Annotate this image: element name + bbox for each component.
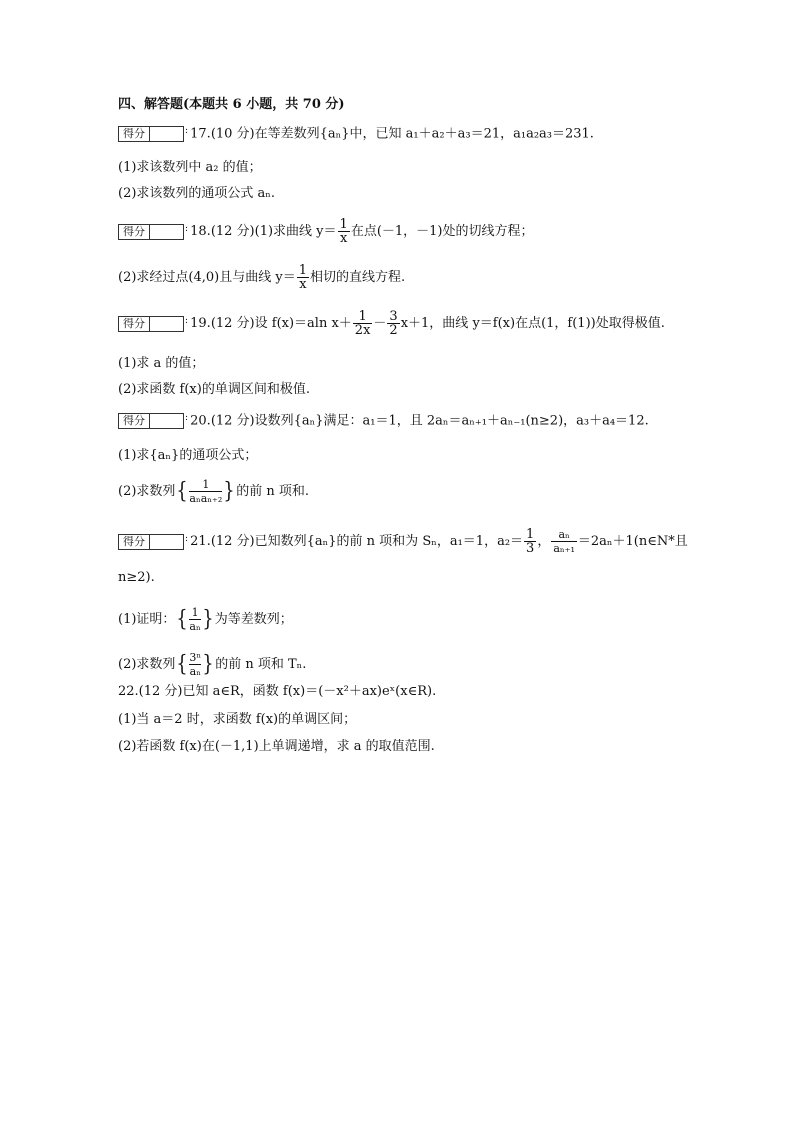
question-21 [118, 528, 688, 555]
fraction-denominator: x [299, 277, 307, 292]
score-box: 得分 : [118, 316, 184, 332]
fraction-numerator: 1 [298, 263, 307, 278]
fraction-numerator: 1 [353, 310, 373, 324]
fraction-denominator: 2x [354, 323, 371, 338]
right-brace: } [202, 606, 214, 632]
left-brace: { [176, 651, 189, 677]
q18-part-2-b: 相切的直线方程. [310, 270, 406, 285]
q18-part-2-a: (2)求经过点(4,0)且与曲线 y＝ [118, 270, 296, 285]
right-brace: } [202, 651, 214, 677]
minus-sign: － [373, 316, 387, 331]
comma: ， [537, 534, 551, 549]
fraction [353, 310, 373, 337]
fraction [338, 218, 350, 245]
q22-stem: 22.(12 分)已知 a∈R，函数 f(x)＝(－x²＋ax)eˣ(x∈R). [118, 684, 437, 699]
q17-part-1: (1)求该数列中 a₂ 的值； [118, 160, 262, 175]
set-fraction [189, 478, 222, 505]
q18-part-2 [118, 264, 405, 291]
fraction-numerator: 1 [189, 606, 200, 620]
fraction-denominator: aₙ [189, 620, 201, 633]
q19-stem-a: 19.(12 分)设 f(x)＝aln x＋ [190, 316, 352, 331]
q21-stem-b: ＝2aₙ＋1(n∈N*且 [577, 534, 688, 549]
q21-stem-a: 21.(12 分)已知数列{aₙ}的前 n 项和为 Sₙ，a₁＝1，a₂＝ [190, 534, 524, 549]
left-brace: { [176, 478, 189, 504]
q21-part-2-b: 的前 n 项和 Tₙ. [215, 657, 307, 672]
set-fraction [189, 651, 201, 678]
q19-stem-b: x＋1，曲线 y＝f(x)在点(1，f(1))处取得极值. [400, 316, 665, 331]
q20-part-2 [118, 478, 309, 505]
q20-part-2-a: (2)求数列 [118, 484, 176, 499]
section-title: 四、解答题(本题共 6 小题，共 70 分) [118, 97, 345, 112]
score-box: 得分 : [118, 534, 184, 550]
q19-part-1: (1)求 a 的值； [118, 356, 205, 371]
fraction-denominator: x [340, 231, 348, 246]
q21-part-1 [118, 606, 293, 633]
fraction-denominator: aₙ₊₁ [553, 542, 575, 555]
fraction-numerator: 3 [389, 309, 398, 324]
q18-stem-a: 18.(12 分)(1)求曲线 y＝ [190, 224, 337, 239]
question-20 [118, 413, 649, 430]
score-box: 得分 : [118, 126, 184, 142]
right-brace: } [223, 478, 235, 504]
q20-stem: 20.(12 分)设数列{aₙ}满足：a₁＝1，且 2aₙ＝aₙ₊₁＋aₙ₋₁(n≥2)，a₃＋a₄＝12. [190, 413, 649, 429]
q20-part-2-b: 的前 n 项和. [236, 484, 310, 499]
fraction-numerator: 1 [526, 527, 535, 542]
set-fraction [189, 606, 200, 633]
left-brace: { [176, 606, 189, 632]
question-18 [118, 218, 534, 245]
q21-part-2 [118, 651, 306, 678]
score-label: 得分 [119, 414, 150, 428]
fraction-numerator: 1 [189, 478, 222, 492]
question-17 [118, 126, 594, 143]
fraction-denominator: aₙaₙ₊₂ [189, 492, 223, 505]
q21-part-1-b: 为等差数列； [214, 612, 293, 627]
fraction [551, 528, 577, 555]
q21-part-1-a: (1)证明： [118, 612, 176, 627]
score-label: 得分 [119, 535, 150, 549]
fraction [387, 310, 399, 337]
fraction-denominator: 2 [389, 323, 398, 338]
fraction-denominator: 3 [526, 541, 535, 556]
score-label: 得分 [119, 127, 150, 141]
fraction [524, 528, 536, 555]
score-label: 得分 [119, 317, 150, 331]
score-box: 得分 : [118, 413, 184, 429]
fraction [297, 264, 309, 291]
score-box: 得分 : [118, 224, 184, 240]
q22-part-1: (1)当 a＝2 时，求函数 f(x)的单调区间； [118, 712, 357, 727]
fraction-numerator: 3ⁿ [189, 651, 202, 664]
q17-stem: 17.(10 分)在等差数列{aₙ}中，已知 a₁＋a₂＋a₃＝21，a₁a₂a₃＝231. [190, 126, 594, 142]
q21-stem-c: n≥2). [118, 570, 155, 585]
fraction-numerator: 1 [339, 217, 348, 232]
question-19 [118, 310, 665, 337]
q22-part-2: (2)若函数 f(x)在(－1,1)上单调递增，求 a 的取值范围. [118, 739, 435, 754]
score-label: 得分 [119, 225, 150, 239]
q17-part-2: (2)求该数列的通项公式 aₙ. [118, 186, 276, 201]
q18-stem-b: 在点(－1，－1)处的切线方程； [350, 224, 534, 239]
q21-part-2-a: (2)求数列 [118, 657, 176, 672]
q20-part-1: (1)求{aₙ}的通项公式； [118, 448, 258, 463]
q19-part-2: (2)求函数 f(x)的单调区间和极值. [118, 382, 310, 397]
fraction-numerator: aₙ [551, 528, 577, 542]
fraction-denominator: aₙ [189, 665, 201, 678]
